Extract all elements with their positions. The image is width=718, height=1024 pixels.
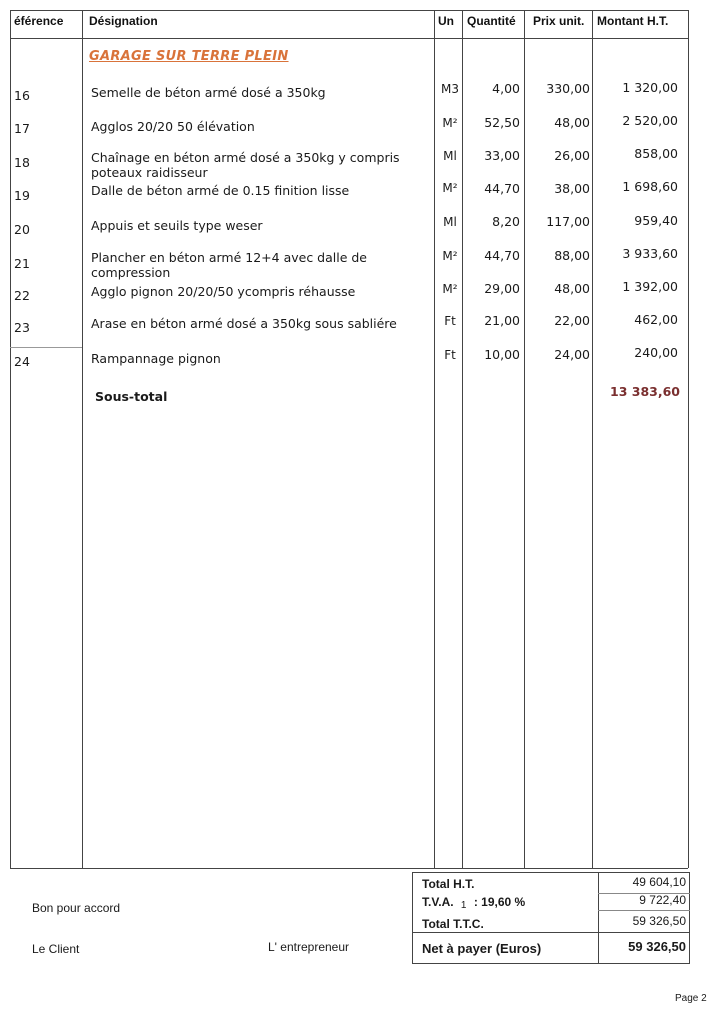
totals-col-divider — [598, 872, 599, 964]
tva-value: 9 722,40 — [639, 893, 686, 907]
row-ref: 23 — [14, 320, 30, 335]
header-quantity: Quantité — [467, 14, 516, 28]
row-quantity: 33,00 — [484, 148, 520, 163]
row-unit-price: 48,00 — [554, 115, 590, 130]
row-quantity: 21,00 — [484, 313, 520, 328]
total-ttc-value: 59 326,50 — [632, 914, 686, 928]
row-ref: 20 — [14, 222, 30, 237]
row-amount: 3 933,60 — [622, 246, 678, 261]
row-designation: Chaînage en béton armé dosé a 350kg y compris poteaux raidisseur — [91, 150, 400, 180]
row-unit-price: 38,00 — [554, 181, 590, 196]
row-designation: Semelle de béton armé dosé a 350kg — [91, 85, 326, 100]
row-quantity: 52,50 — [484, 115, 520, 130]
row-unit: Ft — [444, 348, 456, 362]
subtotal-value: 13 383,60 — [610, 384, 680, 399]
row-ref: 18 — [14, 155, 30, 170]
row-quantity: 29,00 — [484, 281, 520, 296]
row-unit: M² — [442, 181, 458, 195]
totals-line — [598, 910, 690, 911]
row-separator — [10, 347, 82, 348]
row-designation: Arase en béton armé dosé a 350kg sous sabliére — [91, 316, 397, 331]
col-divider-price — [592, 10, 593, 868]
header-reference: éférence — [14, 14, 64, 28]
row-amount: 1 320,00 — [622, 80, 678, 95]
row-amount: 240,00 — [634, 345, 678, 360]
row-amount: 462,00 — [634, 312, 678, 327]
net-value: 59 326,50 — [628, 939, 686, 954]
row-unit-price: 330,00 — [546, 81, 590, 96]
table-top-border — [10, 10, 688, 11]
row-ref: 16 — [14, 88, 30, 103]
approval-text: Bon pour accord — [32, 901, 121, 915]
row-unit: Ml — [443, 215, 457, 229]
table-left-border — [10, 10, 11, 868]
header-unit-price: Prix unit. — [533, 14, 585, 28]
row-designation: Agglo pignon 20/20/50 ycompris réhausse — [91, 284, 356, 299]
row-unit-price: 22,00 — [554, 313, 590, 328]
row-quantity: 44,70 — [484, 181, 520, 196]
row-amount: 858,00 — [634, 146, 678, 161]
row-ref: 17 — [14, 121, 30, 136]
header-bottom-border — [10, 38, 688, 39]
section-title: GARAGE SUR TERRE PLEIN — [89, 49, 289, 64]
row-quantity: 8,20 — [492, 214, 520, 229]
row-unit: M3 — [441, 82, 459, 96]
row-unit: Ml — [443, 149, 457, 163]
net-label: Net à payer (Euros) — [422, 941, 542, 956]
row-unit-price: 88,00 — [554, 248, 590, 263]
row-unit-price: 24,00 — [554, 347, 590, 362]
row-amount: 1 392,00 — [622, 279, 678, 294]
row-unit: Ft — [444, 314, 456, 328]
subtotal-label: Sous-total — [95, 389, 168, 404]
header-designation: Désignation — [89, 14, 158, 28]
tva-index: 1 — [460, 900, 467, 911]
totals-line — [412, 932, 690, 933]
table-bottom-border — [10, 868, 688, 869]
contractor-label: L' entrepreneur — [268, 940, 350, 954]
header-amount: Montant H.T. — [597, 14, 669, 28]
row-ref: 22 — [14, 288, 30, 303]
row-amount: 959,40 — [634, 213, 678, 228]
col-divider-unit — [462, 10, 463, 868]
row-unit-price: 26,00 — [554, 148, 590, 163]
tva-label-text: T.V.A. — [422, 895, 454, 909]
client-label: Le Client — [32, 942, 80, 956]
row-ref: 21 — [14, 256, 30, 271]
row-quantity: 4,00 — [492, 81, 520, 96]
row-quantity: 44,70 — [484, 248, 520, 263]
row-designation: Plancher en béton armé 12+4 avec dalle de compression — [91, 250, 367, 280]
row-amount: 1 698,60 — [622, 179, 678, 194]
row-unit: M² — [442, 249, 458, 263]
header-unit: Un — [438, 14, 454, 28]
row-ref: 19 — [14, 188, 30, 203]
row-designation: Appuis et seuils type weser — [91, 218, 263, 233]
row-designation: Dalle de béton armé de 0.15 finition lisse — [91, 183, 350, 198]
total-ttc-label: Total T.T.C. — [422, 917, 484, 931]
tva-rate: : 19,60 % — [473, 895, 526, 909]
row-designation: Rampannage pignon — [91, 351, 221, 366]
row-unit: M² — [442, 282, 458, 296]
page-number: Page 2 — [675, 993, 707, 1004]
total-ht-label: Total H.T. — [422, 877, 475, 891]
col-divider-qty — [524, 10, 525, 868]
col-divider-designation — [434, 10, 435, 868]
row-quantity: 10,00 — [484, 347, 520, 362]
row-unit: M² — [442, 116, 458, 130]
row-unit-price: 117,00 — [546, 214, 590, 229]
row-unit-price: 48,00 — [554, 281, 590, 296]
row-ref: 24 — [14, 354, 30, 369]
total-ht-value: 49 604,10 — [632, 875, 686, 889]
row-designation: Agglos 20/20 50 élévation — [91, 119, 255, 134]
col-divider-ref — [82, 10, 83, 868]
tva-label — [422, 895, 525, 909]
table-right-border — [688, 10, 689, 868]
row-amount: 2 520,00 — [622, 113, 678, 128]
